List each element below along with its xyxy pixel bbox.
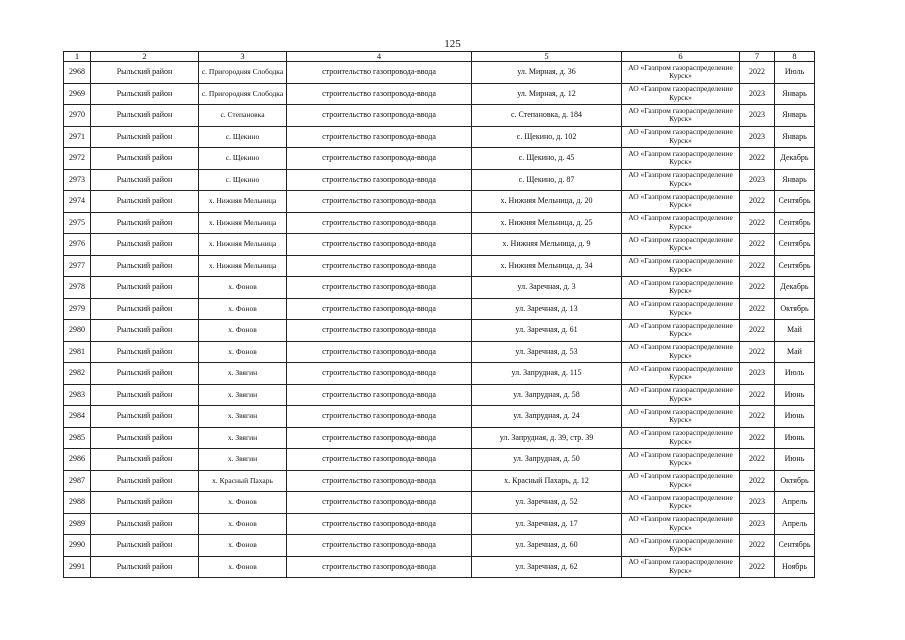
address-cell: ул. Заречная, д. 62 [472, 556, 622, 578]
table-row [64, 255, 815, 277]
row-number: 2979 [64, 298, 91, 320]
month-cell: Январь [775, 83, 815, 105]
table-row [64, 62, 815, 84]
row-number: 2983 [64, 384, 91, 406]
district-cell: Рыльский район [91, 298, 199, 320]
settlement-cell: с. Пригородняя Слободка [199, 83, 287, 105]
organization-cell: АО «Газпром газораспределение Курск» [622, 492, 740, 514]
year-cell: 2022 [740, 234, 775, 256]
row-number: 2989 [64, 513, 91, 535]
settlement-cell: х. Звягин [199, 406, 287, 428]
table-body [64, 62, 815, 578]
table-row [64, 406, 815, 428]
address-cell: х. Нижняя Мельница, д. 25 [472, 212, 622, 234]
header-cell: 6 [622, 52, 740, 62]
district-cell: Рыльский район [91, 535, 199, 557]
table-row [64, 126, 815, 148]
settlement-cell: с. Щекино [199, 169, 287, 191]
header-cell: 5 [472, 52, 622, 62]
settlement-cell: х. Фонов [199, 535, 287, 557]
organization-cell: АО «Газпром газораспределение Курск» [622, 169, 740, 191]
organization-cell: АО «Газпром газораспределение Курск» [622, 406, 740, 428]
organization-cell: АО «Газпром газораспределение Курск» [622, 255, 740, 277]
header-cell: 8 [775, 52, 815, 62]
settlement-cell: х. Фонов [199, 277, 287, 299]
district-cell: Рыльский район [91, 255, 199, 277]
table-row [64, 105, 815, 127]
row-number: 2973 [64, 169, 91, 191]
district-cell: Рыльский район [91, 234, 199, 256]
row-number: 2987 [64, 470, 91, 492]
work-type-cell: строительство газопровода-ввода [287, 62, 472, 84]
settlement-cell: с. Степановка [199, 105, 287, 127]
address-cell: с. Щекино, д. 87 [472, 169, 622, 191]
table-row [64, 191, 815, 213]
organization-cell: АО «Газпром газораспределение Курск» [622, 320, 740, 342]
organization-cell: АО «Газпром газораспределение Курск» [622, 384, 740, 406]
address-cell: х. Нижняя Мельница, д. 9 [472, 234, 622, 256]
table-row [64, 148, 815, 170]
work-type-cell: строительство газопровода-ввода [287, 148, 472, 170]
district-cell: Рыльский район [91, 169, 199, 191]
organization-cell: АО «Газпром газораспределение Курск» [622, 105, 740, 127]
row-number: 2968 [64, 62, 91, 84]
year-cell: 2023 [740, 492, 775, 514]
work-type-cell: строительство газопровода-ввода [287, 492, 472, 514]
month-cell: Декабрь [775, 277, 815, 299]
address-cell: ул. Заречная, д. 13 [472, 298, 622, 320]
settlement-cell: х. Нижняя Мельница [199, 212, 287, 234]
header-cell: 2 [91, 52, 199, 62]
month-cell: Июнь [775, 427, 815, 449]
year-cell: 2022 [740, 341, 775, 363]
settlement-cell: с. Щекино [199, 126, 287, 148]
table-row [64, 470, 815, 492]
settlement-cell: с. Пригородняя Слободка [199, 62, 287, 84]
work-type-cell: строительство газопровода-ввода [287, 277, 472, 299]
row-number: 2978 [64, 277, 91, 299]
address-cell: ул. Запрудная, д. 39, стр. 39 [472, 427, 622, 449]
organization-cell: АО «Газпром газораспределение Курск» [622, 556, 740, 578]
table-row [64, 384, 815, 406]
work-type-cell: строительство газопровода-ввода [287, 255, 472, 277]
row-number: 2991 [64, 556, 91, 578]
table-row [64, 298, 815, 320]
address-cell: ул. Мирная, д. 12 [472, 83, 622, 105]
row-number: 2972 [64, 148, 91, 170]
year-cell: 2022 [740, 212, 775, 234]
month-cell: Октябрь [775, 298, 815, 320]
organization-cell: АО «Газпром газораспределение Курск» [622, 83, 740, 105]
district-cell: Рыльский район [91, 363, 199, 385]
month-cell: Июль [775, 363, 815, 385]
header-cell: 3 [199, 52, 287, 62]
settlement-cell: х. Звягин [199, 384, 287, 406]
address-cell: с. Щекино, д. 45 [472, 148, 622, 170]
table-row [64, 234, 815, 256]
row-number: 2969 [64, 83, 91, 105]
year-cell: 2023 [740, 83, 775, 105]
address-cell: ул. Заречная, д. 53 [472, 341, 622, 363]
settlement-cell: х. Фонов [199, 341, 287, 363]
work-type-cell: строительство газопровода-ввода [287, 363, 472, 385]
district-cell: Рыльский район [91, 148, 199, 170]
address-cell: ул. Заречная, д. 17 [472, 513, 622, 535]
header-cell: 7 [740, 52, 775, 62]
row-number: 2977 [64, 255, 91, 277]
address-cell: ул. Заречная, д. 3 [472, 277, 622, 299]
year-cell: 2022 [740, 255, 775, 277]
table-row [64, 513, 815, 535]
table-row [64, 277, 815, 299]
row-number: 2970 [64, 105, 91, 127]
row-number: 2974 [64, 191, 91, 213]
address-cell: ул. Запрудная, д. 58 [472, 384, 622, 406]
settlement-cell: х. Звягин [199, 449, 287, 471]
work-type-cell: строительство газопровода-ввода [287, 513, 472, 535]
district-cell: Рыльский район [91, 105, 199, 127]
organization-cell: АО «Газпром газораспределение Курск» [622, 341, 740, 363]
month-cell: Июль [775, 62, 815, 84]
work-type-cell: строительство газопровода-ввода [287, 427, 472, 449]
table-row [64, 341, 815, 363]
year-cell: 2023 [740, 169, 775, 191]
table-row [64, 169, 815, 191]
month-cell: Январь [775, 169, 815, 191]
district-cell: Рыльский район [91, 62, 199, 84]
month-cell: Сентябрь [775, 255, 815, 277]
work-type-cell: строительство газопровода-ввода [287, 449, 472, 471]
work-type-cell: строительство газопровода-ввода [287, 298, 472, 320]
organization-cell: АО «Газпром газораспределение Курск» [622, 212, 740, 234]
organization-cell: АО «Газпром газораспределение Курск» [622, 191, 740, 213]
year-cell: 2022 [740, 535, 775, 557]
month-cell: Апрель [775, 513, 815, 535]
table-row [64, 535, 815, 557]
header-cell: 4 [287, 52, 472, 62]
work-type-cell: строительство газопровода-ввода [287, 126, 472, 148]
table-row [64, 556, 815, 578]
month-cell: Январь [775, 105, 815, 127]
work-type-cell: строительство газопровода-ввода [287, 535, 472, 557]
district-cell: Рыльский район [91, 492, 199, 514]
district-cell: Рыльский район [91, 126, 199, 148]
table-row [64, 83, 815, 105]
row-number: 2984 [64, 406, 91, 428]
table-row [64, 363, 815, 385]
district-cell: Рыльский район [91, 83, 199, 105]
year-cell: 2022 [740, 277, 775, 299]
year-cell: 2022 [740, 384, 775, 406]
district-cell: Рыльский район [91, 427, 199, 449]
year-cell: 2023 [740, 105, 775, 127]
month-cell: Сентябрь [775, 535, 815, 557]
table-row [64, 492, 815, 514]
district-cell: Рыльский район [91, 449, 199, 471]
year-cell: 2023 [740, 363, 775, 385]
address-cell: ул. Запрудная, д. 24 [472, 406, 622, 428]
settlement-cell: с. Щекино [199, 148, 287, 170]
address-cell: х. Нижняя Мельница, д. 34 [472, 255, 622, 277]
settlement-cell: х. Фонов [199, 492, 287, 514]
work-type-cell: строительство газопровода-ввода [287, 384, 472, 406]
work-type-cell: строительство газопровода-ввода [287, 191, 472, 213]
year-cell: 2022 [740, 427, 775, 449]
address-cell: ул. Мирная, д. 36 [472, 62, 622, 84]
work-type-cell: строительство газопровода-ввода [287, 556, 472, 578]
district-cell: Рыльский район [91, 277, 199, 299]
district-cell: Рыльский район [91, 406, 199, 428]
row-number: 2990 [64, 535, 91, 557]
month-cell: Май [775, 320, 815, 342]
district-cell: Рыльский район [91, 191, 199, 213]
table-row [64, 212, 815, 234]
district-cell: Рыльский район [91, 556, 199, 578]
month-cell: Январь [775, 126, 815, 148]
organization-cell: АО «Газпром газораспределение Курск» [622, 513, 740, 535]
organization-cell: АО «Газпром газораспределение Курск» [622, 535, 740, 557]
address-cell: ул. Заречная, д. 61 [472, 320, 622, 342]
row-number: 2975 [64, 212, 91, 234]
district-cell: Рыльский район [91, 513, 199, 535]
settlement-cell: х. Звягин [199, 427, 287, 449]
district-cell: Рыльский район [91, 212, 199, 234]
year-cell: 2022 [740, 470, 775, 492]
settlement-cell: х. Красный Пахарь [199, 470, 287, 492]
work-type-cell: строительство газопровода-ввода [287, 212, 472, 234]
work-type-cell: строительство газопровода-ввода [287, 234, 472, 256]
year-cell: 2022 [740, 62, 775, 84]
year-cell: 2022 [740, 406, 775, 428]
work-type-cell: строительство газопровода-ввода [287, 320, 472, 342]
address-cell: с. Щекино, д. 102 [472, 126, 622, 148]
district-cell: Рыльский район [91, 341, 199, 363]
settlement-cell: х. Фонов [199, 320, 287, 342]
month-cell: Июнь [775, 449, 815, 471]
year-cell: 2022 [740, 449, 775, 471]
settlement-cell: х. Фонов [199, 298, 287, 320]
settlement-cell: х. Звягин [199, 363, 287, 385]
settlement-cell: х. Фонов [199, 513, 287, 535]
month-cell: Сентябрь [775, 234, 815, 256]
row-number: 2976 [64, 234, 91, 256]
month-cell: Май [775, 341, 815, 363]
district-cell: Рыльский район [91, 384, 199, 406]
work-type-cell: строительство газопровода-ввода [287, 105, 472, 127]
row-number: 2981 [64, 341, 91, 363]
settlement-cell: х. Нижняя Мельница [199, 191, 287, 213]
month-cell: Июнь [775, 384, 815, 406]
address-cell: с. Степановка, д. 184 [472, 105, 622, 127]
address-cell: ул. Заречная, д. 52 [472, 492, 622, 514]
organization-cell: АО «Газпром газораспределение Курск» [622, 363, 740, 385]
work-type-cell: строительство газопровода-ввода [287, 406, 472, 428]
month-cell: Апрель [775, 492, 815, 514]
year-cell: 2022 [740, 298, 775, 320]
organization-cell: АО «Газпром газораспределение Курск» [622, 470, 740, 492]
row-number: 2986 [64, 449, 91, 471]
work-type-cell: строительство газопровода-ввода [287, 169, 472, 191]
address-cell: х. Нижняя Мельница, д. 20 [472, 191, 622, 213]
organization-cell: АО «Газпром газораспределение Курск» [622, 62, 740, 84]
year-cell: 2023 [740, 126, 775, 148]
organization-cell: АО «Газпром газораспределение Курск» [622, 449, 740, 471]
organization-cell: АО «Газпром газораспределение Курск» [622, 277, 740, 299]
header-cell: 1 [64, 52, 91, 62]
month-cell: Октябрь [775, 470, 815, 492]
year-cell: 2022 [740, 148, 775, 170]
settlement-cell: х. Нижняя Мельница [199, 234, 287, 256]
month-cell: Сентябрь [775, 212, 815, 234]
row-number: 2982 [64, 363, 91, 385]
settlement-cell: х. Фонов [199, 556, 287, 578]
row-number: 2980 [64, 320, 91, 342]
row-number: 2988 [64, 492, 91, 514]
work-type-cell: строительство газопровода-ввода [287, 470, 472, 492]
year-cell: 2022 [740, 191, 775, 213]
address-cell: ул. Заречная, д. 60 [472, 535, 622, 557]
year-cell: 2023 [740, 513, 775, 535]
gas-pipeline-table [63, 51, 815, 578]
organization-cell: АО «Газпром газораспределение Курск» [622, 427, 740, 449]
organization-cell: АО «Газпром газораспределение Курск» [622, 298, 740, 320]
organization-cell: АО «Газпром газораспределение Курск» [622, 148, 740, 170]
month-cell: Июнь [775, 406, 815, 428]
settlement-cell: х. Нижняя Мельница [199, 255, 287, 277]
row-number: 2971 [64, 126, 91, 148]
year-cell: 2022 [740, 320, 775, 342]
district-cell: Рыльский район [91, 470, 199, 492]
address-cell: ул. Запрудная, д. 115 [472, 363, 622, 385]
work-type-cell: строительство газопровода-ввода [287, 83, 472, 105]
row-number: 2985 [64, 427, 91, 449]
work-type-cell: строительство газопровода-ввода [287, 341, 472, 363]
address-cell: ул. Запрудная, д. 50 [472, 449, 622, 471]
organization-cell: АО «Газпром газораспределение Курск» [622, 234, 740, 256]
organization-cell: АО «Газпром газораспределение Курск» [622, 126, 740, 148]
month-cell: Декабрь [775, 148, 815, 170]
table-row [64, 449, 815, 471]
header-row [64, 52, 815, 62]
district-cell: Рыльский район [91, 320, 199, 342]
page-number: 125 [444, 38, 461, 50]
address-cell: х. Красный Пахарь, д. 12 [472, 470, 622, 492]
table-row [64, 320, 815, 342]
table-row [64, 427, 815, 449]
year-cell: 2022 [740, 556, 775, 578]
month-cell: Сентябрь [775, 191, 815, 213]
month-cell: Ноябрь [775, 556, 815, 578]
